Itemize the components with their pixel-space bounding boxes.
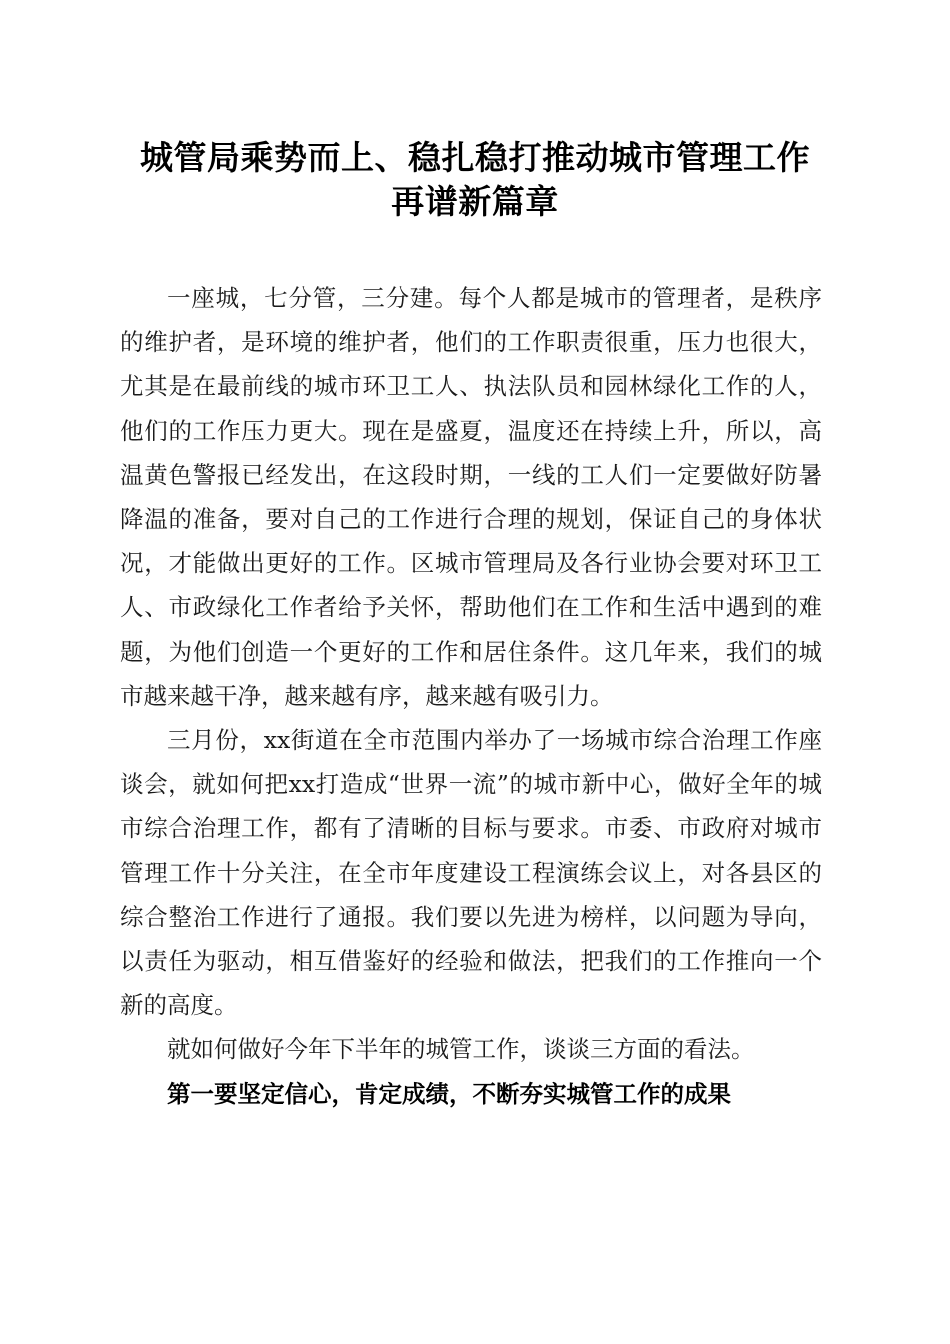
- document-body: [120, 276, 822, 1116]
- title-line-2: 再谱新篇章: [391, 182, 559, 221]
- title-line-1: 城管局乘势而上、稳扎稳打推动城市管理工作: [140, 138, 810, 177]
- document-title: [100, 136, 850, 224]
- paragraph: 三月份，xx街道在全市范围内举办了一场城市综合治理工作座谈会，就如何把xx打造成“世界一流”的城市新中心，做好全年的城市综合治理工作，都有了清晰的目标与要求。市委、市政府对城市管理工作十分关注，在全市年度建设工程演练会议上，对各县区的综合整治工作进行了通报。我们要以先进为榜样，以问题为导向，以责任为驱动，相互借鉴好的经验和做法，把我们的工作推向一个新的高度。: [120, 726, 822, 1020]
- paragraph: 一座城，七分管，三分建。每个人都是城市的管理者，是秩序的维护者，是环境的维护者，他们的工作职责很重，压力也很大，尤其是在最前线的城市环卫工人、执法队员和园林绿化工作的人，他们的工作压力更大。现在是盛夏，温度还在持续上升，所以，高温黄色警报已经发出，在这段时期，一线的工人们一定要做好防暑降温的准备，要对自己的工作进行合理的规划，保证自己的身体状况，才能做出更好的工作。区城市管理局及各行业协会要对环卫工人、市政绿化工作者给予关怀，帮助他们在工作和生活中遇到的难题，为他们创造一个更好的工作和居住条件。这几年来，我们的城市越来越干净，越来越有序，越来越有吸引力。: [120, 284, 822, 710]
- paragraph: 就如何做好今年下半年的城管工作，谈谈三方面的看法。: [167, 1035, 755, 1064]
- section-heading: 第一要坚定信心，肯定成绩，不断夯实城管工作的成果: [167, 1079, 731, 1108]
